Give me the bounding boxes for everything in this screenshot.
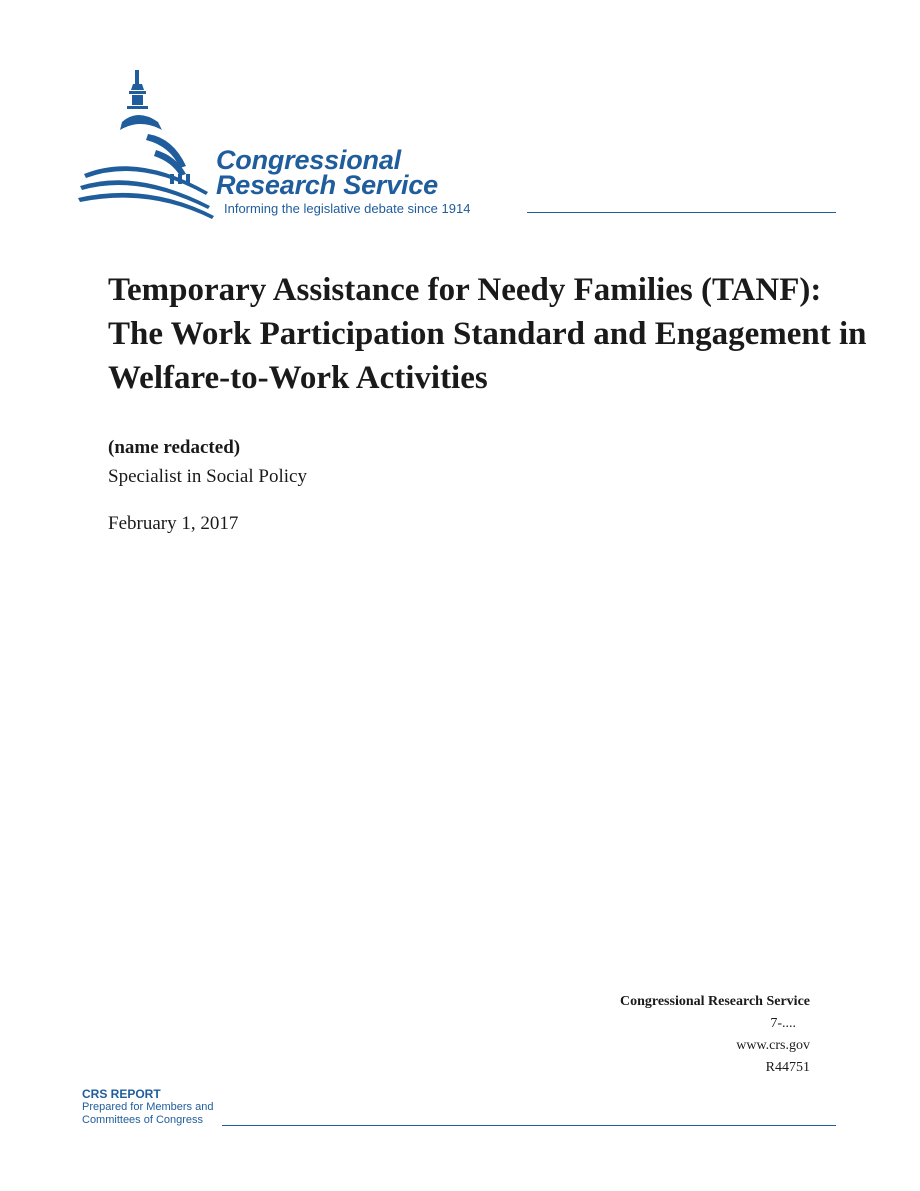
report-title: Temporary Assistance for Needy Families (TANF): The Work Participation Standard and Engagement in Welfare-to-Work Activities [108, 272, 867, 396]
brand-tagline: Informing the legislative debate since 1914 [224, 201, 471, 216]
author-title: Specialist in Social Policy [108, 466, 307, 487]
crs-report-label: CRS REPORT [82, 1087, 161, 1101]
prepared-for-line2: Committees of Congress [82, 1114, 204, 1126]
report-number: R44751 [765, 1060, 810, 1075]
brand-name-line2: Research Service [216, 170, 438, 200]
footer-contact [620, 991, 810, 1079]
report-date: February 1, 2017 [108, 513, 239, 534]
author-name: (name redacted) [108, 437, 241, 458]
crs-logo [78, 64, 838, 224]
footer-phone: 7-.... [770, 1016, 796, 1031]
header-rule [527, 212, 836, 213]
prepared-for-line1: Prepared for Members and [82, 1101, 214, 1113]
crs-report-block [82, 1088, 213, 1127]
footer-website[interactable]: www.crs.gov [736, 1038, 810, 1053]
footer-org: Congressional Research Service [619, 994, 810, 1009]
brand-name-line1: Congressional [216, 145, 401, 175]
footer-rule [222, 1125, 836, 1126]
capitol-dome-icon [78, 64, 218, 224]
